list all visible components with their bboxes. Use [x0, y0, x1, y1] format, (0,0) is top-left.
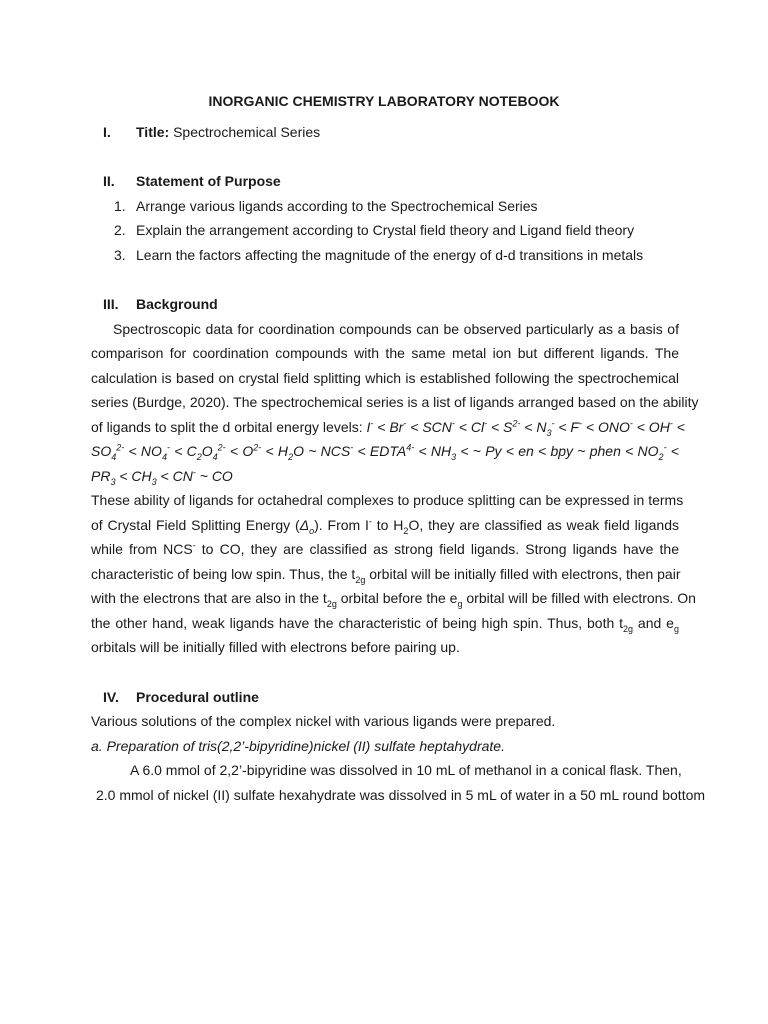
spectrochemical-series-line-3: $PR_3 < CH_3 < CN^-$ ~ CO: [91, 467, 233, 487]
background-paragraph-2-line: characteristic of being low spin. Thus, the $t_{2g}$ orbital will be initially filled with electrons, then pair: [91, 566, 681, 585]
purpose-item: 2. Explain the arrangement according to Crystal field theory and Ligand field theory: [114, 222, 635, 238]
procedure-line: A 6.0 mmol of 2,2’-bipyridine was dissolved in 10 mL of methanol in a conical flask. Then,: [130, 762, 682, 778]
section-1-title-line: [136, 124, 320, 140]
section-1-label: Title:: [136, 124, 170, 140]
section-1-title-text: Spectrochemical Series: [173, 124, 321, 140]
section-3-number: III.: [103, 296, 119, 312]
section-2-heading: Statement of Purpose: [136, 173, 281, 189]
section-2-number: II.: [103, 173, 115, 189]
purpose-item: 3. Learn the factors affecting the magnitude of the energy of d-d transitions in metals: [114, 247, 644, 263]
section-4-heading: Procedural outline: [136, 689, 259, 705]
spectrochemical-series-line-2: $SO_4^{2-} < NO_4^- < C_2O_4^{2-} < O^{2-} < H_2O$ ~ $NCS^- < EDTA^{4-} < NH_3$ < ~ Py < en < bpy ~ phen < $NO_2^-$ <: [91, 442, 679, 462]
background-paragraph-2-line: These ability of ligands for octahedral complexes to produce splitting can be expressed in terms: [91, 492, 684, 508]
background-paragraph-line: comparison for coordination compounds with the same metal ion but different ligands. The: [91, 345, 679, 361]
spectrochemical-series-line-1: of ligands to split the d orbital energy levels: $I^- < Br^- < SCN^- < Cl^- < S^{2-} < N_3^- < F^- < ONO^- < OH^-$ <: [91, 418, 685, 438]
section-3-heading: Background: [136, 296, 218, 312]
background-paragraph-2-line: orbitals will be initially filled with electrons before pairing up.: [91, 639, 460, 655]
background-paragraph-2-line: with the electrons that are also in the $t_{2g}$ orbital before the $e_g$ orbital will be filled with electrons. On: [91, 590, 696, 609]
procedure-line: 2.0 mmol of nickel (II) sulfate hexahydrate was dissolved in 5 mL of water in a 50 mL round bottom: [96, 787, 706, 803]
background-paragraph-line: calculation is based on crystal field splitting which is established following the spectrochemical: [91, 370, 679, 386]
background-paragraph-2-line: while from NCS- to CO, they are classified as strong field ligands. Strong ligands have the: [91, 540, 679, 557]
purpose-item: 1. Arrange various ligands according to the Spectrochemical Series: [114, 198, 538, 214]
background-paragraph-line: series (Burdge, 2020). The spectrochemical series is a list of ligands arranged based on the ability: [91, 394, 699, 410]
document-title: INORGANIC CHEMISTRY LABORATORY NOTEBOOK: [208, 93, 560, 109]
procedure-subheading: a. Preparation of tris(2,2’-bipyridine)nickel (II) sulfate heptahydrate.: [91, 738, 505, 754]
background-paragraph-2-line: the other hand, weak ligands have the characteristic of being high spin. Thus, both $t_{2g}$ and $e_g$: [91, 615, 679, 634]
section-4-number: IV.: [103, 689, 119, 705]
background-paragraph-2-line: of Crystal Field Splitting Energy $(\Delta_o)$. From I- to $H_2O$, they are classified as weak field ligands: [91, 516, 679, 536]
background-paragraph-line: Spectroscopic data for coordination compounds can be observed particularly as a basis of: [113, 321, 679, 337]
section-1-number: I.: [103, 124, 111, 140]
procedure-line: Various solutions of the complex nickel with various ligands were prepared.: [91, 713, 556, 729]
